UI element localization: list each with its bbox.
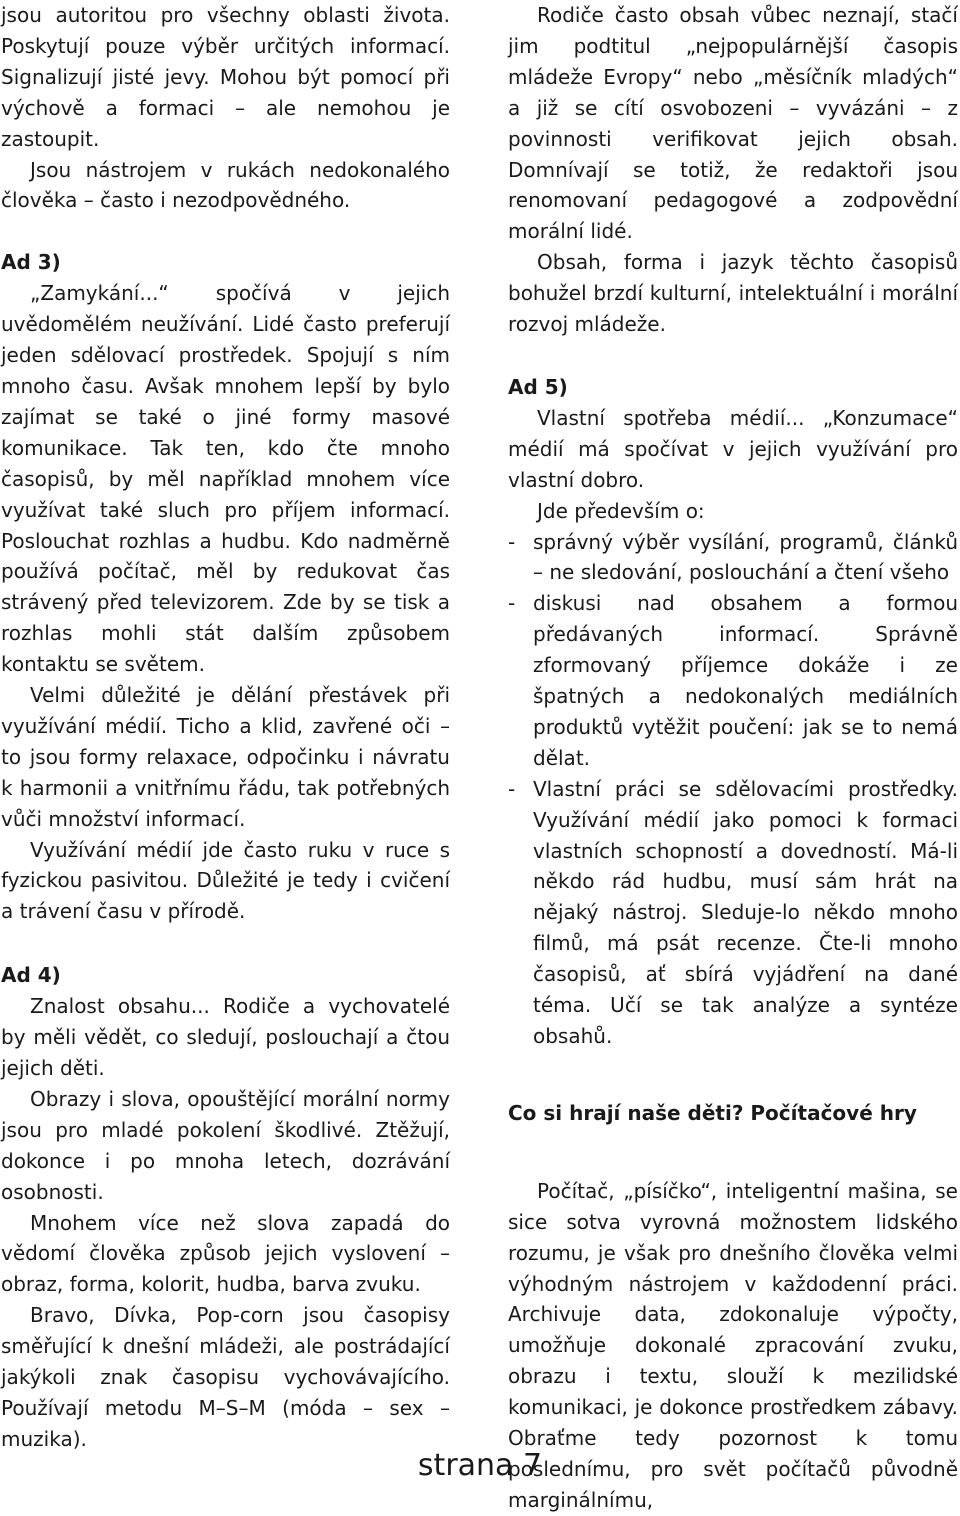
right-column (508, 0, 958, 1516)
paragraph: Obsah, forma i jazyk těchto časopisů bohužel brzdí kulturní, intelektuální i morální rozvoj mládeže. (508, 250, 958, 337)
paragraph: Rodiče často obsah vůbec neznají, stačí jim podtitul „nejpopulárnější časopis mládeže Evropy“ nebo „měsíčník mladých“ a již se cítí osvobozeni – vyvázáni – z povinnosti verifikovat jejich obsah. Domnívají se totiž, že redaktoři jsou renomovaní pedagogové a zodpovědní morální lidé. (508, 3, 958, 244)
heading-ad3: Ad 3) (1, 250, 61, 275)
heading-ad4: Ad 4) (1, 963, 61, 988)
paragraph: Bravo, Dívka, Pop-corn jsou časopisy směřující k dnešní mládeži, ale postrádající jakýkoli znak časopisu vychovávajícího. Používají metodu M–S–M (móda – sex – muzika). (1, 1303, 450, 1451)
left-column (1, 0, 450, 1455)
list-item-text: diskusi nad obsahem a formou předávaných informací. Správně zformovaný příjemce dokáže i ze špatných a nedokonalých mediálních produktů vytěžit poučení: jak se to nemá dělat. (533, 591, 958, 770)
dash-marker: - (508, 529, 516, 554)
heading-ad5: Ad 5) (508, 374, 568, 399)
paragraph: „Zamykání...“ spočívá v jejich uvědomělém neužívání. Lidé často preferují jeden sdělovací prostředek. Spojují s ním mnoho času. Avšak mnohem lepší by bylo zajímat se také o jiné formy masové komunikace. Tak ten, kdo čte mnoho časopisů, by měl například mnohem více využívat také sluch pro příjem informací. Poslouchat rozhlas a hudbu. Kdo nadměrně používá počítač, měl by redukovat čas strávený před televizorem. Zde by se tisk a rozhlas mohli stát dalším způsobem kontaktu se světem. (1, 281, 450, 677)
paragraph: Jsou nástrojem v rukách nedokonalého člověka – často i nezodpovědného. (1, 157, 450, 213)
list-item (508, 774, 958, 1052)
dash-marker: - (508, 776, 516, 801)
list-item-text: správný výběr vysílání, programů, článků – ne sledování, poslouchání a čtení všeho (533, 529, 958, 585)
paragraph: Vlastní spotřeba médií... „Konzumace“ médií má spočívat v jejich využívání pro vlastní dobro. (508, 405, 958, 492)
page-number: strana 7 (417, 1448, 543, 1483)
paragraph: Mnohem více než slova zapadá do vědomí člověka způsob jejich vyslovení – obraz, forma, kolorit, hudba, barva zvuku. (1, 1210, 450, 1297)
list-item-text: Vlastní práci se sdělovacími prostředky. Využívání médií jako pomoci k formaci vlastních schopností a dovedností. Má-li někdo rád hudbu, musí sám hrát na nějaký nástroj. Sleduje-lo někdo mnoho filmů, má psát recenze. Čte-li mnoho časopisů, ať sbírá vyjádření na dané téma. Učí se tak analýze a syntéze obsahů. (533, 776, 958, 1048)
paragraph: Počítač, „písíčko“, inteligentní mašina, se sice sotva vyrovná možnostem lidského rozumu, je však pro dnešního člověka velmi výhodným nástrojem v každodenní práci. Archivuje data, zdokonaluje výpočty, umožňuje dokonalé zpracování zvuku, obrazu i textu, slouží k mezilidské komunikaci, je dokonce prostředkem zábavy. Obraťme tedy pozornost k tomu poslednímu, pro svět počítačů původně marginálnímu, (508, 1178, 958, 1512)
paragraph: jsou autoritou pro všechny oblasti života. Poskytují pouze výběr určitých informací. Signalizují jisté jevy. Mohou být pomocí při výchově a formaci – ale nemohou je zastoupit. (1, 3, 450, 151)
paragraph: Znalost obsahu... Rodiče a vychovatelé by měli vědět, co sledují, poslouchají a čtou jejich děti. (1, 994, 450, 1080)
paragraph: Velmi důležité je dělání přestávek při využívání médií. Ticho a klid, zavřené oči – to jsou formy relaxace, odpočinku i návratu k harmonii a vnitřnímu řádu, tak potřebných vůči množství informací. (1, 683, 450, 831)
paragraph: Jde především o: (537, 498, 705, 523)
paragraph: Obrazy i slova, opouštějící morální normy jsou pro mladé pokolení škodlivé. Ztěžují, dokonce i po mnoha letech, dozrávání osobnosti. (1, 1086, 450, 1204)
paragraph: Využívání médií jde často ruku v ruce s fyzickou pasivitou. Důležité je tedy i cvičení a trávení času v přírodě. (1, 837, 450, 924)
section-heading: Co si hrají naše děti? Počítačové hry (508, 1100, 917, 1125)
dash-marker: - (508, 591, 516, 616)
list-item (508, 588, 958, 773)
dash-list (508, 527, 958, 1052)
list-item (508, 527, 958, 589)
